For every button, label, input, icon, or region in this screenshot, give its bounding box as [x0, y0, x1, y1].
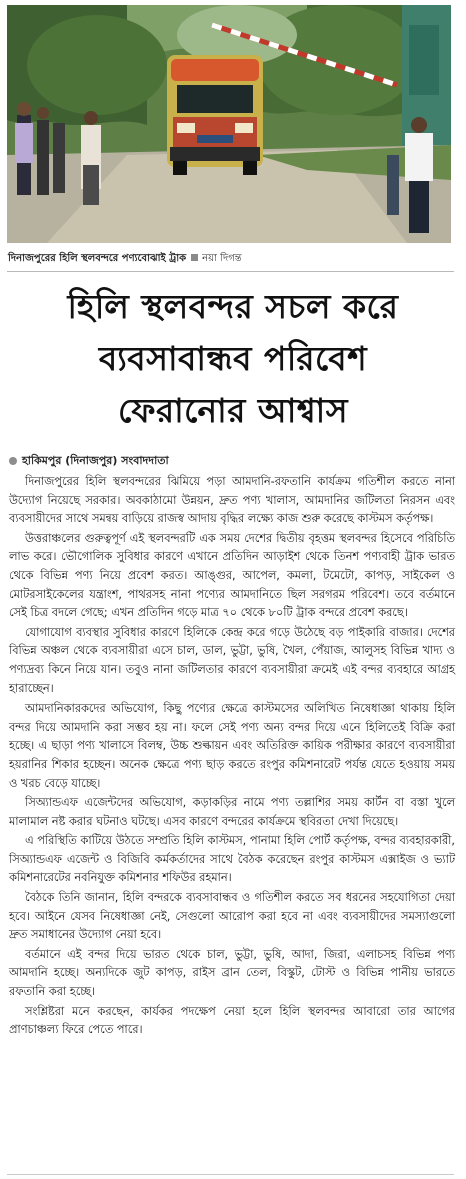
paragraph: দিনাজপুরের হিলি স্থলবন্দরের ঝিমিয়ে পড়া আমদানি-রফতানি কার্যক্রম গতিশীল করতে নানা উদ্যোগ নিয়েছে সরকার। অবকাঠামো উন্নয়ন, দ্রুত পণ্য খালাস, আমদানির জটিলতা নিরসন এবং ব্যবসায়ীদের সাথে সমন্বয় বাড়িয়ে রাজস্ব আদায় বৃদ্ধির লক্ষ্যে কাজ শুরু করেছে কাস্টমস কর্তৃপক্ষ। [9, 475, 455, 526]
paragraph: এ পরিস্থিতি কাটিয়ে উঠতে সম্প্রতি হিলি কাস্টমস, পানামা হিলি পোর্ট কর্তৃপক্ষ, বন্দর ব্যবহারকারী, সিঅ্যান্ডএফ এজেন্ট ও বিজিবি কর্মকর্তাদের সাথে বৈঠক করেছেন রংপুর কাস্টমস এক্সাইজ ও ভ্যাট কমিশনারেটের নবনিযুক্ত কমিশনার শফিউর রহমান। [9, 834, 455, 885]
headline-line-1: হিলি স্থলবন্দর সচল করে [67, 287, 399, 326]
paragraph: সিঅ্যান্ডএফ এজেন্টদের অভিযোগ, কড়াকড়ির নামে পণ্য তল্লাশির সময় কার্টন বা বস্তা খুলে মালামাল নষ্ট করার ঘটনাও ঘটছে। এসব কারণে বন্দরের কার্যক্রমে স্থবিরতা দেখা দিয়েছে। [9, 796, 455, 828]
paragraph: বৈঠকে তিনি জানান, হিলি বন্দরকে ব্যবসাবান্ধব ও গতিশীল করতে সব ধরনের সহযোগিতা দেয়া হবে। আইনে যেসব নিষেধাজ্ঞা নেই, সেগুলো আরোপ করা হবে না এবং ব্যবসায়ীদের সমস্যাগুলো দ্রুত সমাধানের উদ্যোগ নেয়া হবে। [9, 891, 455, 942]
byline-text: হাকিমপুর (দিনাজপুর) সংবাদদাতা [22, 454, 169, 467]
divider [7, 271, 454, 272]
paragraph: আমদানিকারকদের অভিযোগ, কিছু পণ্যের ক্ষেত্রে কাস্টমসের অলিখিত নিষেধাজ্ঞা থাকায় হিলি বন্দর দিয়ে আমদানি করা সম্ভব হয় না। ফলে সেই পণ্য অন্য বন্দর দিয়ে এনে হিলিতেই বিক্রি করা হচ্ছে। এ ছাড়া পণ্য খালাসে বিলম্ব, উচ্চ শুল্কায়ন এবং অতিরিক্ত কায়িক পরীক্ষার কারণে ব্যবসায়ীরা হয়রানির শিকার হচ্ছেন। অনেক ক্ষেত্রে পণ্য ছাড় করতে রংপুর কমিশনারেট পর্যন্ত যেতে হওয়ায় সময় ও খরচ বেড়ে যাচ্ছে। [9, 702, 455, 790]
news-photo [7, 5, 451, 243]
article-body [9, 473, 455, 1041]
paragraph: যোগাযোগ ব্যবস্থার সুবিধার কারণে হিলিকে কেন্দ্র করে গড়ে উঠেছে বড় পাইকারি বাজার। দেশের বিভিন্ন অঞ্চল থেকে ব্যবসায়ীরা এসে চাল, ডাল, ভুট্টা, ভুষি, খৈল, পেঁয়াজ, আলুসহ বিভিন্ন খাদ্য ও পণ্যদ্রব্য কিনে নিয়ে যান। তবুও নানা জটিলতার কারণে ব্যবসায়ীরা ক্রমেই এই বন্দর ব্যবহারে আগ্রহ হারাচ্ছেন। [9, 625, 455, 695]
headline [6, 281, 460, 437]
paragraph: উত্তরাঞ্চলের গুরুত্বপূর্ণ এই স্থলবন্দরটি এক সময় দেশের দ্বিতীয় বৃহত্তম স্থলবন্দর হিসেবে পরিচিতি লাভ করে। ভৌগোলিক সুবিধার কারণে এখানে প্রতিদিন আড়াইশ থেকে তিনশ পণ্যবাহী ট্রাক ভারত থেকে বিভিন্ন পণ্য নিয়ে প্রবেশ করত। আঙ্গুর, আপেল, কমলা, টমেটো, কাপড়, সাইকেল ও মোটরসাইকেলের যন্ত্রাংশ, পাথরসহ নানা পণ্যের আমদানিতে ছিল সরগরম পরিবেশ। তবে বর্তমানে সেই চিত্র বদলে গেছে; এখন প্রতিদিন গড়ে মাত্র ৭০ থেকে ৮০টি ট্রাক বন্দরে প্রবেশ করছে। [9, 531, 455, 620]
photo-caption-row [8, 250, 458, 268]
paragraph: সংশ্লিষ্টরা মনে করছেন, কার্যকর পদক্ষেপ নেয়া হলে হিলি স্থলবন্দর আবারো তার আগের প্রাণচাঞ্চল্য ফিরে পেতে পারে। [9, 1004, 455, 1037]
headline-line-2: ব্যবসাবান্ধব পরিবেশ [98, 339, 368, 378]
bullet-dot-icon [9, 457, 17, 465]
headline-line-3: ফেরানোর আশ্বাস [117, 391, 349, 430]
photo-caption: দিনাজপুরের হিলি স্থলবন্দরে পণ্যবোঝাই ট্রাক [8, 253, 187, 264]
paragraph: বর্তমানে এই বন্দর দিয়ে ভারত থেকে চাল, ভুট্টা, ভুষি, আদা, জিরা, এলাচসহ বিভিন্ন পণ্য আমদানি হচ্ছে। অন্যদিকে জুট কাপড়, রাইস ব্রান তেল, বিস্কুট, টোস্ট ও বিভিন্ন পানীয় ভারতে রফতানি করা হচ্ছে। [9, 947, 455, 999]
byline [9, 452, 449, 470]
photo-source: নয়া দিগন্ত [202, 253, 242, 264]
divider [7, 1174, 454, 1175]
square-bullet-icon [191, 254, 198, 261]
